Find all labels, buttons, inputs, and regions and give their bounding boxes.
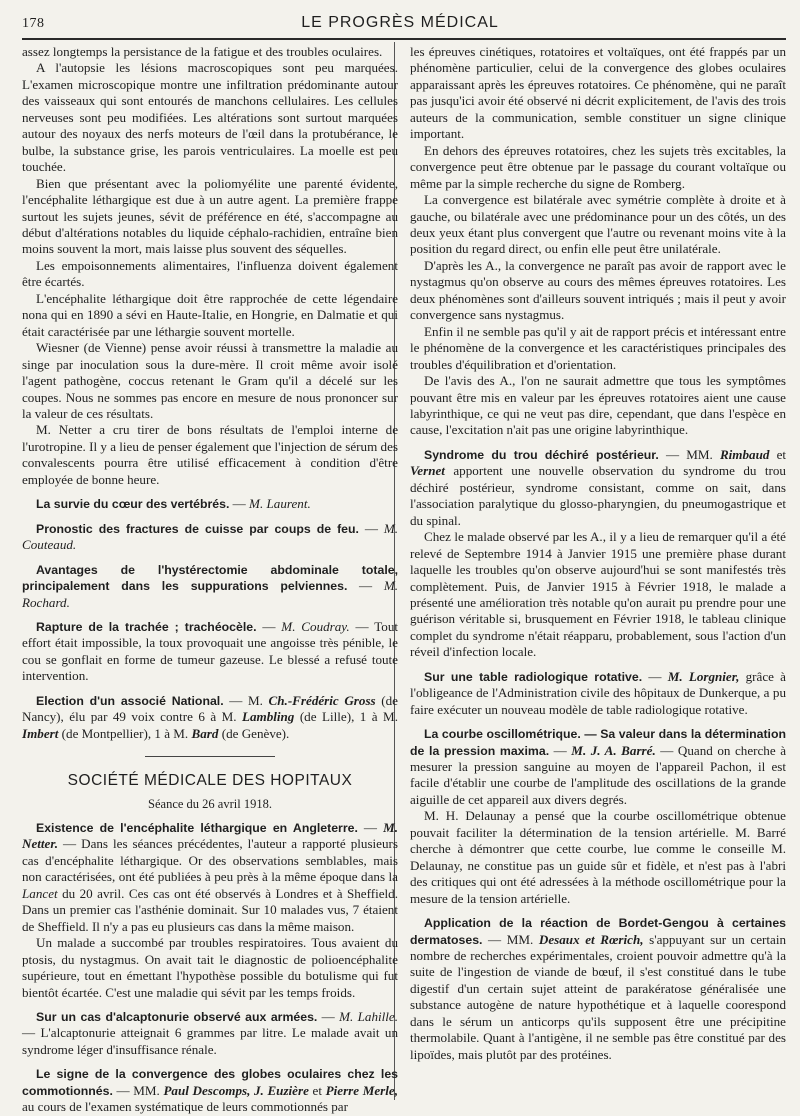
item-title: Application de la réaction de Bordet-Gengou à certaines dermatoses. <box>410 916 786 947</box>
paragraph: Enfin il ne semble pas qu'il y ait de rapport précis et intéressant entre le phénomène de la convergence et les caractéristiques principales des troubles d'équilibration et d'orientation. <box>410 323 786 372</box>
item-title: Le signe de la convergence des globes oculaires chez les commotionnés. <box>22 1067 398 1098</box>
communication-bordet: Application de la réaction de Bordet-Gengou à certaines dermatoses. — MM. Desaux et Rœrich, s'appuyant sur un certain nombre de recherches expérimentales, croient pouvoir admettre qu'à la suite de l'ingestion de viande de bœuf, il s'est constitué dans le tube digestif d'un certain sujet atteint de parakératose généralisée une substance autogène de nature hypothétique et à laquelle coorespond dans le sérum un anticorps qu'ils supposent être une précipitine thermolabile. Quant à l'antigène, il ne semble pas être constitué par des lipoïdes, mais plutôt par des protéines. <box>410 916 787 1062</box>
item-text: L'alcaptonurie atteignait 6 grammes par litre. Le malade avait un syndrome léger d'insuffisance rénale. <box>22 1025 398 1057</box>
communication-hysterectomie: Avantages de l'hystérectomie abdominale totale, principalement dans les suppurations pelviennes. — M. Rochard. <box>22 562 398 610</box>
item-author: M. Couteaud. <box>22 520 399 553</box>
item-text: (de Montpellier), 1 à M. <box>61 725 189 741</box>
communication-convergence: Le signe de la convergence des globes oculaires chez les commotionnés. — MM. Paul Descomps, J. Euzière et Pierre Merle, au cours de l'examen systématique de leurs commotionnés par <box>22 1067 398 1115</box>
paragraph: Bien que présentant avec la poliomyélite une parenté évidente, l'encéphalite léthargique est due à un autre agent. La première frappe surtout les sujets jeunes, sévit de préférence en été, s'accompagne au début d'altérations notables du liquide céphalo-rachidien, entraîne bien moins souvent la mort, mais laisse plus souvent des séquelles. <box>22 175 398 257</box>
person-name: Paul Descomps, J. Euzière <box>163 1082 309 1098</box>
item-title: Election d'un associé National. <box>36 693 224 708</box>
paragraph: M. H. Delaunay a pensé que la courbe oscillométrique obtenue pouvait faciliter la détermination de la tension artérielle. M. Barré cherche à démontrer que cette courbe, lue comme le conseille M. Delaunay, ne constitue pas un guide sûr et fidèle, et n'est pas à l'abri des critiques qui ont été adressées à la méthode oscillométrique pour la mesure de la tension artérielle. <box>410 808 786 906</box>
session-date: Séance du 26 avril 1918. <box>148 796 272 811</box>
item-text: du 20 avril. Ces cas ont été observés à Londres et à Sheffield. Dans un premier cas l'asthénie dominait. Sur 10 malades vus, 7 étaient de Sheffield. Il n'y a pas eu plusieurs cas dans la même maison. <box>22 885 398 934</box>
item-text: au cours de l'examen systématique de leurs commotionnés par <box>22 1099 348 1115</box>
communication-existence: Existence de l'encéphalite léthargique en Angleterre. — M. Netter. — Dans les séances précédentes, l'auteur a rapporté plusieurs cas d'encéphalite léthargique. Or des observations semblables, mais non caractérisées, ont été publiées à peu près à la même époque dans la Lancet du 20 avril. Ces cas ont été observés à Londres et à Sheffield. Dans un premier cas l'asthénie dominait. Sur 10 malades vus, 7 étaient de Sheffield. Il n'y a pas eu plusieurs cas dans la même maison. <box>22 820 398 934</box>
communication-syndrome: Syndrome du trou déchiré postérieur. — MM. Rimbaud et Vernet apportent une nouvelle observation du syndrome du trou déchiré postérieur, syndrome consistant, comme on sait, dans l'association paralytique du glosso-pharyngien, du pneumogastrique et du spinal. <box>410 446 787 528</box>
item-title: La courbe oscillométrique. — Sa valeur dans la détermination de la pression maxima. <box>410 727 786 758</box>
item-text: et <box>312 1082 322 1098</box>
item-author: M. Lahille. <box>339 1009 399 1025</box>
item-text: MM. <box>133 1082 160 1098</box>
item-title: Pronostic des fractures de cuisse par coups de feu. <box>36 521 359 536</box>
paragraph: Les empoisonnements alimentaires, l'influenza doivent également être écartés. <box>22 257 398 290</box>
item-author: M. Lorgnier, <box>667 668 740 684</box>
page-number: 178 <box>22 16 45 31</box>
item-title: La survie du cœur des vertébrés. <box>36 497 230 512</box>
item-text: et <box>776 446 787 462</box>
left-column <box>22 44 398 1116</box>
item-text: Tout effort était impossible, la toux provoquait une angoisse très pénible, le cou se gonflait en forme de tumeur gazeuse. Le blessé a refusé toute intervention. <box>22 618 399 684</box>
right-column <box>410 44 786 1063</box>
item-author: M. Rochard. <box>22 578 398 610</box>
item-author: M. J. A. Barré. <box>571 742 656 758</box>
person-name: Pierre Merle, <box>325 1082 398 1098</box>
item-author: M. Coudray. <box>281 618 350 634</box>
paragraph: D'après les A., la convergence ne paraît pas avoir de rapport avec le nystagmus qu'on observe au cours des mêmes épreuves rotatoires. Les deux phénomènes sont d'ailleurs souvent intriqués ; mais il peut y avoir convergence sans nystagmus. <box>410 257 786 323</box>
item-title: Rapture de la trachée ; trachéocèle. <box>36 619 257 634</box>
paragraph: Un malade a succombé par troubles respiratoires. Tous avaient du ptosis, du nystagmus. On avait tait le diagnostic de polioencéphalite supérieure, tout en émettant l'hypothèse possible du botulisme qui fut bientôt écartée. C'est une maladie qui sévit par les temps froids. <box>22 935 398 1000</box>
item-text: MM. <box>686 446 713 462</box>
item-text: apportent une nouvelle observation du syndrome du trou déchiré postérieur, syndrome consistant, comme on sait, dans l'association paralytique du glosso-pharyngien, du pneumogastrique et du spinal. <box>410 463 786 528</box>
communication-courbe: La courbe oscillométrique. — Sa valeur dans la détermination de la pression maxima. — M. J. A. Barré. — Quand on cherche à mesurer la pression sanguine au moyen de l'appareil Pachon, il est facile d'établir une courbe de l'amplitude des oscillations de la grande aiguille de cet appareil aux divers degrés. <box>410 727 787 807</box>
person-name: Vernet <box>410 463 445 479</box>
person-name: Desaux et Rœrich, <box>538 931 644 947</box>
communication-table: Sur une table radiologique rotative. — M. Lorgnier, grâce à l'obligeance de l'Administration civile des hôpitaux de Dunkerque, a pu faire exécuter un nouveau modèle de table radiologique rotative. <box>410 668 786 717</box>
person-name: Ch.-Frédéric Gross <box>268 692 376 708</box>
item-title: Sur une table radiologique rotative. <box>424 669 643 684</box>
item-text: (de Genève). <box>221 725 290 741</box>
paragraph: les épreuves cinétiques, rotatoires et voltaïques, ont été frappés par un phénomène particulier, celui de la convergence des globes oculaires apparaissant après les épreuves rotatoires. Ce phénomène, qui ne paraît pas jusqu'ici avoir été observé ni décrit explicitement, de l'avis des trois auteurs de la communication, semble constituer un signe clinique important. <box>410 44 786 142</box>
item-text: (de Lille), 1 à M. <box>299 709 398 725</box>
paragraph: A l'autopsie les lésions macroscopiques sont peu marquées. L'examen microscopique montre une infiltration prédominante autour des vaisseaux qui sont entourés de manchons cellulaires. Les cellules nerveuses sont peu modifiées. Les altérations sont surtout marquées autour des noyaux des nerfs moteurs de l'œil dans la protubérance, le bulbe, la substance grise, les parois ventriculaires. La moelle est peu touchée. <box>22 60 398 175</box>
item-text: (de Nancy), élu par 49 voix contre 6 à M. <box>22 692 398 725</box>
communication-pronostic: Pronostic des fractures de cuisse par coups de feu. — M. Couteaud. <box>22 520 399 553</box>
section-separator <box>145 756 275 757</box>
communication-survie: La survie du cœur des vertébrés. — M. Laurent. <box>36 496 311 512</box>
paragraph: En dehors des épreuves rotatoires, chez les sujets très excitables, la convergence peut être obtenue par le passage du courant voltaïque ou même par la simple recherche du signe de Romberg. <box>410 142 786 191</box>
communication-election: Election d'un associé National. — M. Ch.-Frédéric Gross (de Nancy), élu par 49 voix contre 6 à M. Lambling (de Lille), 1 à M. Imbert (de Montpellier), 1 à M. Bard (de Genève). <box>22 692 398 741</box>
item-title: Syndrome du trou déchiré postérieur. <box>424 447 659 462</box>
item-text: Dans les séances précédentes, l'auteur a rapporté plusieurs cas d'encéphalite léthargique. Or des observations semblables, mais non caractérisées, ont été publiées à peu près à la même époque dans la <box>22 836 398 885</box>
item-author: M. Laurent. <box>249 496 311 512</box>
person-name: Lambling <box>241 709 295 725</box>
journal-name: Lancet <box>22 885 58 901</box>
person-name: Rimbaud <box>719 446 770 462</box>
paragraph: De l'avis des A., l'on ne saurait admettre que tous les symptômes pouvant être mis en valeur par les épreuves rotatoires aient une cause labyrinthique, ce qui ne veut pas dire, cependant, que dans l'espèce en cause, l'excitation n'ait pas une origine labyrinthique. <box>410 373 786 438</box>
paragraph: L'encéphalite léthargique doit être rapprochée de cette légendaire nona qui en 1890 a sévi en Haute-Italie, en Hongrie, en Dalmatie et qui était caractérisée par une léthargie souvent mortelle. <box>22 290 398 339</box>
paragraph: Chez le malade observé par les A., il y a lieu de remarquer qu'il a été relevé de Septembre 1914 à Janvier 1915 une première phase durant laquelle les troubles qu'on observe aujourd'hui se sont manifestés très complètement. Puis, de Janvier 1915 à Février 1918, le malade a présenté une amélioration très notable qu'on aurait pu prendre pour une guérison véritable si, brusquement en Février 1918, le tableau clinique complet du syndrome n'était réapparu, probablement, sous l'action d'un réveil d'infection locale. <box>410 529 786 660</box>
communication-alcaptonurie: Sur un cas d'alcaptonurie observé aux armées. — M. Lahille. — L'alcaptonurie atteignait 6 grammes par litre. Le malade avait un syndrome léger d'insuffisance rénale. <box>22 1009 399 1057</box>
item-text: s'appuyant sur un certain nombre de recherches expérimentales, croient pouvoir admettre qu'à la suite de l'ingestion de viande de bœuf, il s'est constitué dans le tube digestif d'un certain sujet atteint de parakératose généralisée une substance autogène de nature hypothétique et à laquelle coorespond dans le sérum un anticorps qu'ils supposent être une précipitine thermolabile. Quant à l'antigène, il ne semble pas être constitué par des lipoïdes, mais plutôt par des protéines. <box>410 931 787 1062</box>
society-title: SOCIÉTÉ MÉDICALE DES HOPITAUX <box>67 772 353 790</box>
journal-title: LE PROGRÈS MÉDICAL <box>301 14 499 31</box>
item-title: Avantages de l'hystérectomie abdominale totale, principalement dans les suppurations pelviennes. <box>22 562 398 594</box>
item-title: Sur un cas d'alcaptonurie observé aux armées. <box>36 1010 318 1025</box>
paragraph: M. Netter a cru tirer de bons résultats de l'emploi interne de l'urotropine. Il y a lieu de penser également que l'injection de sérum des convalescents pourra être utilisé efficacement à condition d'être employée de bonne heure. <box>22 422 398 487</box>
paragraph: La convergence est bilatérale avec symétrie complète à droite et à gauche, ou bilatérale avec une prédominance pour un des côtés, un des deux yeux étant plus convergent que l'autre ou revenant moins vite à la position du regard direct, ou enfin elle peut être unilatérale. <box>410 192 786 257</box>
item-text: M. <box>247 692 263 708</box>
item-text: MM. <box>506 931 534 947</box>
header-rule <box>22 38 786 40</box>
person-name: Imbert <box>22 725 59 741</box>
item-author: M. Netter. <box>22 820 398 852</box>
item-text: Quand on cherche à mesurer la pression sanguine au moyen de l'appareil Pachon, il est facile d'établir une courbe de l'amplitude des oscillations de la grande aiguille de cet appareil aux divers degrés. <box>410 742 787 807</box>
item-text: grâce à l'obligeance de l'Administration civile des hôpitaux de Dunkerque, a pu faire exécuter un nouveau modèle de table radiologique rotative. <box>410 668 786 717</box>
person-name: Bard <box>191 725 219 741</box>
item-title: Existence de l'encéphalite léthargique en Angleterre. <box>36 821 358 836</box>
paragraph: assez longtemps la persistance de la fatigue et des troubles oculaires. <box>22 44 383 59</box>
communication-trachee: Rapture de la trachée ; trachéocèle. — M. Coudray. — Tout effort était impossible, la toux provoquait une angoisse très pénible, le cou se gonflait en forme de tumeur gazeuse. Le blessé a refusé toute intervention. <box>22 618 399 684</box>
paragraph: Wiesner (de Vienne) pense avoir réussi à transmettre la maladie au singe par inoculation sous la dure-mère. Il croit même avoir isolé l'agent pathogène, coccus retenant le Gram qu'il a décelé sur les coupes. Nous ne sommes pas encore en mesure de nous prononcer sur la valeur de ces résultats. <box>22 340 398 421</box>
